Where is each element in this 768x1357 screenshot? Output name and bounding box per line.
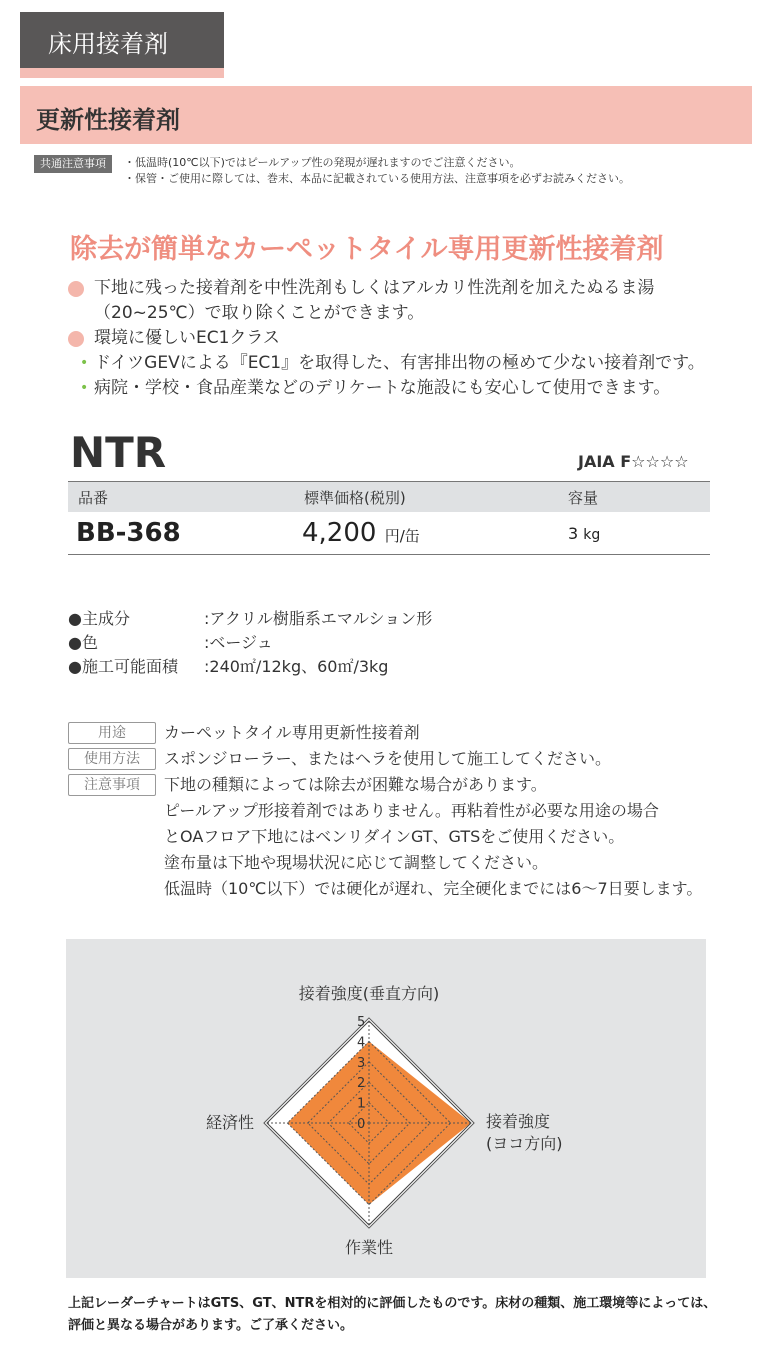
radar-chart: [66, 939, 706, 1278]
category-label: 床用接着剤: [48, 30, 168, 58]
property-row: [68, 607, 432, 631]
property-row: [68, 631, 432, 655]
usage-row-method: [68, 746, 702, 772]
radar-axis-label-bottom: 作業性: [344, 1238, 394, 1257]
usage-row-caution: [68, 772, 702, 798]
feature-list: [68, 276, 748, 401]
capacity-value: 3: [568, 524, 579, 543]
header-capacity: 容量: [568, 489, 599, 507]
caution-text: 下地の種類によっては除去が困難な場合があります。: [164, 775, 547, 794]
header-code: 品番: [78, 489, 109, 507]
usage-row-purpose: [68, 720, 702, 746]
property-key: ●色: [68, 633, 98, 652]
spec-table-row: [68, 512, 710, 555]
pink-bullet-icon: [68, 331, 84, 347]
feature-item: [68, 326, 748, 351]
green-dot-icon: •: [80, 355, 89, 371]
sub-feature-text: 病院・学校・食品産業などのデリケートな施設にも安心して使用できます。: [94, 378, 671, 398]
radar-scale-label: 2: [357, 1076, 366, 1092]
caution-text: ピールアップ形接着剤ではありません。再粘着性が必要な用途の場合: [164, 801, 659, 820]
category-tab: [20, 12, 224, 68]
radar-chart-panel: [66, 939, 706, 1278]
radar-scale-label: 0: [357, 1117, 366, 1132]
green-dot-icon: •: [80, 380, 89, 396]
radar-scale-label: 1: [357, 1096, 366, 1112]
product-price: [302, 518, 420, 548]
chart-footnote: 上記レーダーチャートはGTS、GT、NTRを相対的に評価したものです。床材の種類、施工環境等によっては、評価と異なる場合があります。ご了承ください。: [68, 1296, 717, 1333]
price-unit: 円/缶: [384, 527, 420, 545]
property-key: ●施工可能面積: [68, 657, 178, 676]
sub-feature-text: ドイツGEVによる『EC1』を取得した、有害排出物の極めて少ない接着剤です。: [94, 353, 705, 373]
caution-text: 低温時（10℃以下）では硬化が遅れ、完全硬化までには6～7日要します。: [164, 879, 703, 898]
product-code: BB-368: [76, 518, 181, 548]
product-headline: 除去が簡単なカーペットタイル専用更新性接着剤: [70, 234, 664, 265]
radar-axis-label-left: 経済性: [205, 1113, 254, 1132]
radar-scale-label: 3: [357, 1055, 366, 1071]
radar-axis-label-top: 接着強度(垂直方向): [298, 984, 440, 1003]
method-tag: 使用方法: [68, 748, 156, 770]
feature-item: [68, 276, 748, 326]
sub-feature-item: [80, 351, 748, 376]
property-value: :ベージュ: [204, 633, 273, 652]
radar-axis-label-right: 接着強度: [486, 1112, 551, 1131]
notice-line: ・低温時(10℃以下)ではピールアップ性の発現が遅れますのでご注意ください。: [124, 156, 521, 169]
radar-scale-label: 5: [357, 1015, 366, 1030]
property-value: :アクリル樹脂系エマルション形: [204, 609, 433, 628]
property-key: ●主成分: [68, 609, 130, 628]
price-value: 4,200: [302, 518, 377, 548]
purpose-text: カーペットタイル専用更新性接着剤: [164, 723, 420, 742]
spec-table-header: [68, 481, 710, 512]
header-price: 標準価格(税別): [304, 489, 406, 507]
product-name: NTR: [70, 428, 167, 477]
radar-scale-label: 4: [357, 1035, 366, 1051]
caution-tag: 注意事項: [68, 774, 156, 796]
usage-section: [68, 720, 702, 902]
feature-text: 環境に優しいEC1クラス: [94, 328, 280, 348]
section-banner: [20, 86, 752, 144]
capacity-unit: kg: [583, 527, 601, 543]
product-capacity: [568, 524, 600, 543]
pink-bullet-icon: [68, 281, 84, 297]
property-value: :240㎡/12kg、60㎡/3kg: [204, 657, 389, 676]
caution-text: 塗布量は下地や現場状況に応じて調整してください。: [164, 853, 549, 872]
notice-line: ・保管・ご使用に際しては、巻末、本品に記載されている使用方法、注意事項を必ずお読みください。: [124, 172, 630, 185]
notice-text: [124, 155, 630, 187]
purpose-tag: 用途: [68, 722, 156, 744]
section-title: 更新性接着剤: [36, 106, 180, 134]
property-row: [68, 655, 432, 679]
radar-axis-label-right-sub: (ヨコ方向): [486, 1134, 563, 1153]
category-underline: [20, 68, 224, 78]
jaia-rating: JAIA F☆☆☆☆: [578, 452, 689, 471]
property-list: [68, 607, 432, 679]
sub-feature-item: [80, 376, 748, 401]
notice-label: 共通注意事項: [34, 155, 112, 173]
radar-series-area: [287, 1041, 471, 1204]
method-text: スポンジローラー、またはヘラを使用して施工してください。: [164, 749, 611, 768]
feature-text: 下地に残った接着剤を中性洗剤もしくはアルカリ性洗剤を加えたぬるま湯（20~25℃）で取り除くことができます。: [94, 278, 655, 323]
caution-text: とOAフロア下地にはベンリダインGT、GTSをご使用ください。: [164, 827, 625, 846]
